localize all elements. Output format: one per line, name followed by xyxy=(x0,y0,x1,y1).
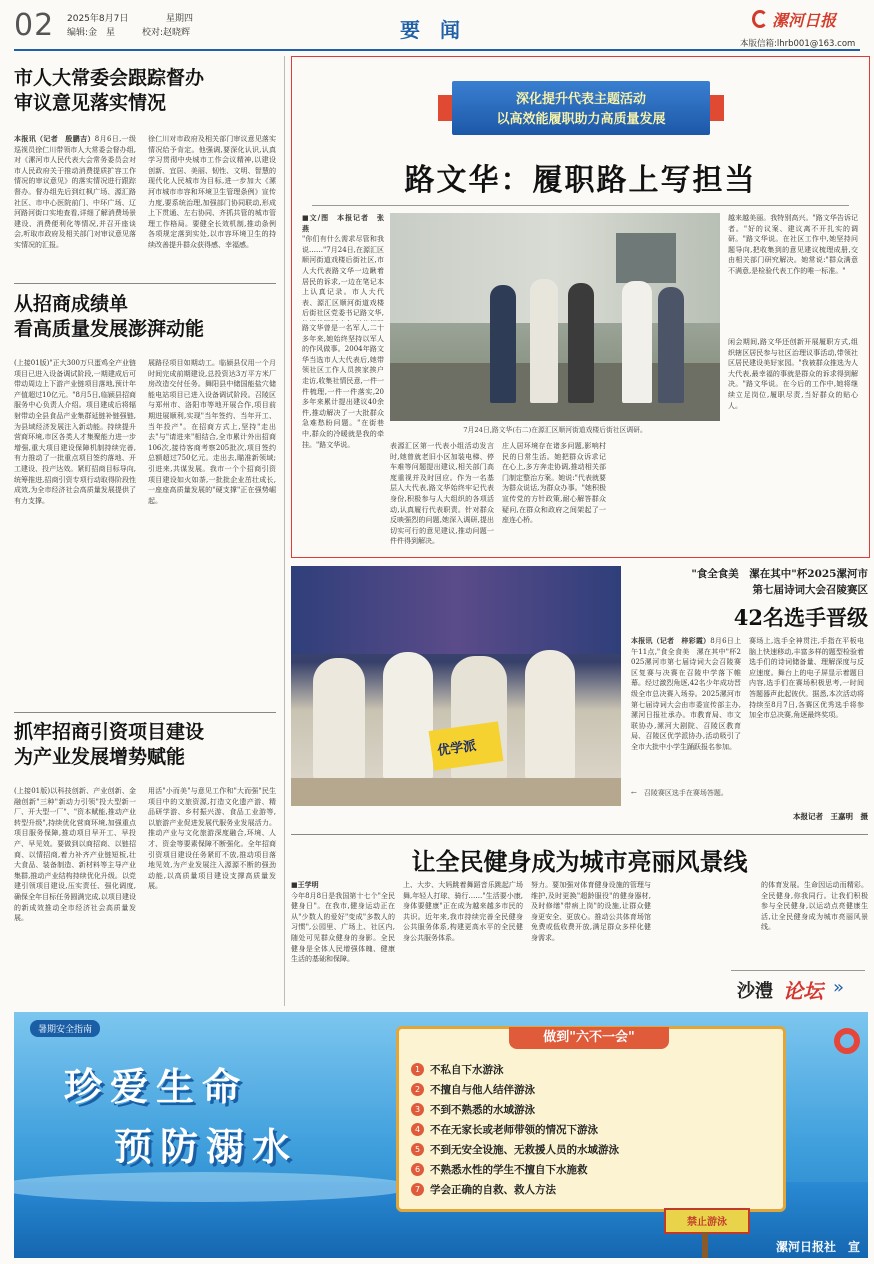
ad-slogan-2: 预防溺水 xyxy=(114,1125,299,1169)
rule-number: 1 xyxy=(411,1063,424,1076)
banner-line-1: 深化提升代表主题活动 xyxy=(515,92,646,107)
article-body-col-1: (上接01版)以科技创新、产业创新、金融创新"三种"新动力引领"投大型新一厂、开大型一厂"、"资本赋能,推动产业转型升级",持续优化营商环境,加强重点项目服务保障,推动项目早开工、早投产、早见效。要做到以商招商、以链招商、以情招商,着力补齐产业链短板,壮大食品、装备制造、新材料等主导产业集群,推动产业结构持续优化升级。以党建引领项目建设,压实责任、强化调度,确保全年目标任务圆满完成,以项目建设的新成效推动全市经济社会高质量发展。 xyxy=(14,787,136,923)
editor-credit: 编辑:金 星 xyxy=(67,28,116,38)
commentary-fitness xyxy=(291,838,868,1010)
divider xyxy=(291,834,868,835)
theme-banner xyxy=(452,81,710,135)
feature-col-4: 庄人居环境存在诸多问题,影响村民的日常生活。她把群众诉求记在心上,多方奔走协调,推动相关部门制定整治方案。她说:"代表就要为群众说话,为群众办事。"她积极宣传党的方针政策,耐心解答群众疑问,在群众和政府之间架起了一座连心桥。 xyxy=(502,442,606,525)
masthead xyxy=(0,0,874,62)
feature-col-6: 闲会期间,路文华还创新开展履职方式,组织辖区居民参与社区治理议事活动,带领社区居民建设美好家园。"我被群众推选为人大代表,最幸福的事就是群众的诉求得到解决。"路文华说。在今后的工作中,她将继续立足岗位,履职尽责,当好群众的贴心人。 xyxy=(728,338,858,410)
masthead-rule xyxy=(14,49,860,51)
page-number: 02 xyxy=(14,8,55,43)
proofreader-credit: 校对:赵晓辉 xyxy=(142,28,191,38)
commentary-col-1 xyxy=(291,880,395,1008)
forum-logo-text-1: 沙澧 xyxy=(737,981,773,1002)
contest-photo xyxy=(291,566,621,806)
person-2 xyxy=(530,279,558,403)
divider xyxy=(14,712,276,713)
rule-item xyxy=(411,1099,771,1119)
headline-line-1: 市人大常委会跟踪督办 xyxy=(14,67,205,89)
article-project-construction xyxy=(14,720,276,1008)
student-1 xyxy=(313,658,365,778)
rule-text: 学会正确的自救、救人方法 xyxy=(430,1183,556,1196)
commentary-headline: 让全民健身成为城市亮丽风景线 xyxy=(411,847,748,876)
poetry-text: 8月6日上午11点,"食全食美 漯在其中"杯2025漯河市第七届诗词大会召陵赛区复赛与决赛在召陵中学落下帷幕。经过激烈角逐,42名少年成功晋级全市总决赛入场券。2025漯河市第七届诗词大会由市委宣传部主办,漯河日报社承办。市教育局、市文联协办,漯河大剧院、召陵区教育局、召陵区优学派协办,活动吸引了全市大批中小学生踊跃报名参加。 xyxy=(631,637,741,751)
feature-story-box xyxy=(291,56,870,558)
rule-number: 7 xyxy=(411,1183,424,1196)
headline-line-2: 审议意见落实情况 xyxy=(14,92,167,114)
poetry-col-1 xyxy=(631,636,741,778)
article-poetry-contest xyxy=(291,562,868,832)
rule-text: 不在无家长或老师带领的情况下游泳 xyxy=(430,1123,598,1136)
feature-byline: ■文/图 本报记者 张 燕 xyxy=(302,213,384,233)
feature-col-5: 越来越美丽。我特别高兴。"路文华告诉记者。"好的议案、建议离不开扎实的调研。"路文华说。在社区工作中,她坚持问题导向,把收集到的意见建议梳理成册,交由相关部门研究解决。她常说:"群众满意不满意,是检验代表工作的唯一标准。" xyxy=(728,214,858,275)
rule-number: 5 xyxy=(411,1143,424,1156)
rules-board-title: 做到"六不一会" xyxy=(509,1027,669,1049)
banner-line-2: 以高效能履职助力高质量发展 xyxy=(496,112,666,127)
person-4 xyxy=(622,281,652,403)
ad-badge: 暑期安全指南 xyxy=(30,1020,100,1037)
headline-line-1: 从招商成绩单 xyxy=(14,293,129,315)
kicker-line-2: 第七届诗词大会召陵赛区 xyxy=(752,584,868,596)
column-separator xyxy=(284,56,285,1006)
forum-logo-text-2: 论坛 xyxy=(783,979,823,1003)
rule-item xyxy=(411,1139,771,1159)
section-title: 要 闻 xyxy=(400,18,460,42)
rule-text: 不熟悉水性的学生不擅自下水施救 xyxy=(430,1163,588,1176)
commentary-col-5: 的体育发展。生命因运动而精彩。全民健身,你我同行。让我们积极参与全民健身,以运动点亮健康生活,让全民健身成为城市亮丽风景线。 xyxy=(761,881,868,932)
article-byline: 本报讯（记者 殷鹏吉） xyxy=(14,134,95,143)
headline-line-1: 抓牢招商引资项目建设 xyxy=(14,721,205,743)
rule-item xyxy=(411,1119,771,1139)
drowning-prevention-ad xyxy=(14,1012,868,1258)
rules-board xyxy=(396,1026,786,1212)
photo-window xyxy=(616,233,676,283)
desk-row xyxy=(291,778,621,806)
issue-weekday: 星期四 xyxy=(166,14,194,24)
rule-item xyxy=(411,1179,771,1199)
feature-text: "你们有什么需求尽管和我说……"7月24日,在源汇区顺河街道戏楼后街社区,市人大代表路文华一边瞅着居民的诉求,一边在笔记本上认真记录。市人大代表、源汇区顺河街道戏楼后街社区党委书记路文华, xyxy=(302,235,384,318)
no-swimming-sign-text: 禁止游泳 xyxy=(687,1217,727,1228)
banner-ribbon-right xyxy=(710,95,724,121)
article-body-col-2: 用活"小而美"与意见工作和"大而强"民生项目中的文旅资源,打造文化遗产游、精品研学游、乡村振兴游、食品工业游等,以旅游产业促进发展代服务业发展活力。推动产业与文化旅游深度融合,环境、人才、资金等要素保障不断强化。全年招商引资项目建设任务紧盯不放,推动项目落地见效,为产业发展注入源源不断的强劲动能,以高质量项目建设支撑高质量发展。 xyxy=(148,787,276,891)
rule-text: 不到无安全设施、无救援人员的水域游泳 xyxy=(430,1143,619,1156)
double-arrow-icon: » xyxy=(833,977,845,998)
forum-logo xyxy=(731,970,865,1007)
feature-col-3: 表源汇区第一代表小组活动发言时,她曾就老旧小区加装电梯、停车难等问题提出建议,相关部门高度重视并及时回应。作为一名基层人大代表,路文华始终牢记代表身份,积极参与人大组织的各项活动,认真履行代表职责。针对群众反映强烈的问题,她深入调研,提出切实可行的意见建议,推动问题一件件得到解决。 xyxy=(390,442,494,546)
person-3 xyxy=(568,283,594,403)
rule-item xyxy=(411,1079,771,1099)
person-5 xyxy=(658,287,684,403)
no-swimming-sign xyxy=(664,1208,750,1234)
feature-col-4b xyxy=(614,441,720,549)
rule-text: 不擅自与他人结伴游泳 xyxy=(430,1083,535,1096)
photo-credit: 本报记者 王嘉明 摄 xyxy=(793,812,868,821)
ad-sponsor: 漯河日报社 宣 xyxy=(775,1240,860,1254)
rule-number: 2 xyxy=(411,1083,424,1096)
kicker-line-1: "食全食美 漯在其中"杯2025漯河市 xyxy=(691,568,868,580)
feature-col-1 xyxy=(302,213,384,321)
student-4 xyxy=(525,650,575,778)
rule-text: 不私自下水游泳 xyxy=(430,1063,504,1076)
rule-number: 4 xyxy=(411,1123,424,1136)
divider xyxy=(14,283,276,284)
paper-logo xyxy=(752,8,864,34)
feature-photo xyxy=(390,213,720,421)
photo-caption: ← 召陵赛区选手在赛场答题。 xyxy=(631,789,728,797)
editorial-email: 本版信箱:lhrb001@163.com xyxy=(740,39,856,49)
poster-text: 优学派 xyxy=(436,738,478,759)
article-body-col-2: 徐仁川对市政府及相关部门审议意见落实情况给予肯定。他强调,要深化认识,认真学习贯彻中央城市工作会议精神,以建设创新、宜居、美丽、韧性、文明、智慧的现代化人民城市为目标,进一步加大《漯河市城市市容和环境卫生管理条例》宣传力度,要系统治理,加强部门协同联动,形成上下贯通、左右协同、齐抓共管的城市管理工作格局。要健全长效机制,推动条例各项规定落到实处,以市容环境卫生的持续改善提升群众获得感、幸福感。 xyxy=(148,135,276,249)
article-body-col-1: (上接01版)"正大300万只蛋鸡全产业链项目已进入设备调试阶段,一期建成后可带动周边上下游产业链项目落地,预计年产值超过10亿元。"8月5日,临颍县招商服务中心负责人介绍。项目建成后将辐射带动全县食品产业集群延链补链强链,为县域经济发展注入新动能。持续提升营商环境,市区各类人才集聚能力进一步增强,重大项目建设保障机制持续完善,有力推动了一批重点项目签约落地、开工建设、投产达效。紧盯招商目标导向,统筹推进,招商引资专项行动取得阶段性成效,为全市经济社会高质量发展提供了有力支撑。 xyxy=(14,359,136,505)
article-body-col-1 xyxy=(14,134,136,277)
rule-text: 不到不熟悉的水域游泳 xyxy=(430,1103,535,1116)
headline-line-2: 看高质量发展澎湃动能 xyxy=(14,318,205,340)
rule-item xyxy=(411,1059,771,1079)
stage-screen xyxy=(291,566,621,654)
poetry-byline: 本报讯（记者 梓彩霞） xyxy=(631,636,711,645)
headline-line-2: 为产业发展增势赋能 xyxy=(14,746,186,768)
student-2 xyxy=(383,652,433,778)
lifebuoy-icon xyxy=(834,1028,860,1054)
poetry-col-2: 赛场上,选手全神贯注,手指在平板电脑上快速移动,丰富多样的题型检验着选手们的诗词储备量、理解深度与反应速度。舞台上的电子屏显示着题目内容,选手们在赛场积极思考,一时间答题器声此起彼伏。据悉,本次活动将持续至8月7日,各赛区优秀选手将参加全市总决赛,角逐最终奖项。 xyxy=(749,637,864,720)
logo-swirl-icon xyxy=(752,10,768,28)
photo-caption: 7月24日,路文华(右二)在源汇区顺河街道戏楼后街社区调研。 xyxy=(463,426,647,434)
issue-date: 2025年8月7日 xyxy=(67,14,129,24)
feature-col-2: 路文华曾是一名军人,二十多年来,她始终坚持以军人的作风做事。2004年路文华当选市人大代表后,她带领社区工作人员挨家挨户走访,收集社情民意,一件一件梳理,一件一件落实,20多年来累计提出建议40余件,推动解决了一大批群众急难愁盼问题。"在街巷中,群众的冷暖就是我的牵挂。"路文华说。 xyxy=(302,324,384,449)
rule-item xyxy=(411,1159,771,1179)
feature-headline: 路文华：履职路上写担当 xyxy=(404,163,757,198)
rule-number: 6 xyxy=(411,1163,424,1176)
article-body-col-2: 展路径项目如期动工。临颍县仅用一个月时间完成前期建设,总投资达3万平方米厂房改造交付任务。舞阳县中储国能盐穴储能电站项目已进入设备调试阶段。召陵区与郑州市、洛阳市等地开展合作,项目前期进展顺利,实现"当年签约、当年开工、当年投产"。在招商方式上,坚持"走出去"与"请进来"相结合,全市累计外出招商106次,接待客商考察205批次,项目签约总额超过750亿元。走出去,瞄准新领域;引进来,共谋发展。我市一个个招商引资项目建设如火如荼,一批批企业茁壮成长,一座座高质量发展的"硬支撑"正在强势崛起。 xyxy=(148,359,276,505)
ad-slogan-1: 珍爱生命 xyxy=(64,1065,249,1109)
rules-list xyxy=(411,1059,771,1199)
commentary-text: 今年8月8日是我国第十七个"全民健身日"。在我市,健身运动正在从"少数人的爱好"变成"多数人的习惯",公园里、广场上、社区内,随处可见群众健身的身影。全民健身是全体人民增强体魄、健康生活的基础和保障。 xyxy=(291,891,395,964)
article-text: 8月6日,一级巡视员徐仁川带领市人大常委会督办组,对《漯河市人民代表大会常务委员会对市人民政府关于推动消费提质扩容工作情况的审议意见》的落实情况进行跟踪督办。督办组先后到红枫广场、源汇路社区、市中心医院前门、中环广场、辽河路河街口实地查看,详细了解消费场景建设、消费便利化等情况,并召开座谈会,听取市政府及相关部门对审议意见落实情况的汇报。 xyxy=(14,135,136,249)
banner-ribbon-left xyxy=(438,95,452,121)
paper-name: 漯河日报 xyxy=(772,11,837,30)
person-1 xyxy=(490,285,516,403)
commentary-col-2: 上、大步、大妈跳着舞蹈音乐跳起广场舞,年轻人打球、骑行……"生活要小康,身体要健康"正在成为越来越多市民的共识。近年来,我市持续完善全民健身公共服务体系,构建更高水平的全民健身公共服务体系。 xyxy=(403,881,523,942)
commentary-byline: ■王学明 xyxy=(291,880,319,889)
article-investment-results xyxy=(14,292,276,707)
poetry-headline: 42名选手晋级 xyxy=(733,605,868,630)
rule-number: 3 xyxy=(411,1103,424,1116)
article-npc-supervision xyxy=(14,66,276,280)
commentary-col-3: 努力。要加强对体育健身设施的管理与维护,及时更换"超龄服役"的健身器材,及时修缮"带病上岗"的设施,让群众健身更安全、更放心。推动公共体育场馆免费或低收费开放,满足群众多样化健身需求。 xyxy=(531,881,651,942)
headline-rule xyxy=(312,205,849,206)
